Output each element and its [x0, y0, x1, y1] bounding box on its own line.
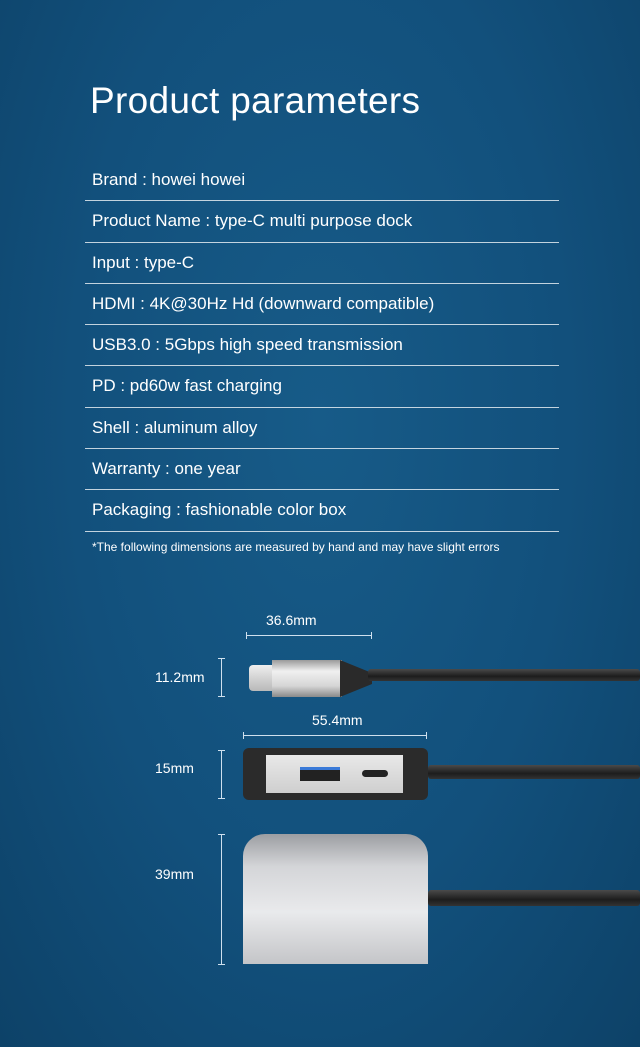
param-packaging: Packaging : fashionable color box: [85, 490, 559, 531]
param-shell: Shell : aluminum alloy: [85, 408, 559, 449]
usb-a-port: [300, 767, 340, 781]
parameter-list: [85, 160, 559, 532]
hub-height-label: 15mm: [155, 760, 194, 776]
param-usb: USB3.0 : 5Gbps high speed transmission: [85, 325, 559, 366]
connector-height-label: 11.2mm: [155, 669, 205, 685]
usb-c-port: [362, 770, 388, 777]
param-input: Input : type-C: [85, 243, 559, 284]
hub-height-line: [221, 750, 222, 799]
param-warranty: Warranty : one year: [85, 449, 559, 490]
measurement-note: *The following dimensions are measured by hand and may have slight errors: [92, 540, 500, 554]
param-pd: PD : pd60w fast charging: [85, 366, 559, 407]
param-hdmi: HDMI : 4K@30Hz Hd (downward compatible): [85, 284, 559, 325]
hub-depth-line: [221, 834, 222, 965]
hub-width-line: [243, 735, 427, 736]
param-product-name: Product Name : type-C multi purpose dock: [85, 201, 559, 242]
connector-length-label: 36.6mm: [266, 612, 317, 628]
connector-height-line: [221, 658, 222, 697]
page-title: Product parameters: [90, 80, 421, 121]
param-brand: Brand : howei howei: [85, 160, 559, 201]
hub-width-label: 55.4mm: [312, 712, 363, 728]
hub-depth-label: 39mm: [155, 866, 194, 882]
connector-length-line: [246, 635, 372, 636]
